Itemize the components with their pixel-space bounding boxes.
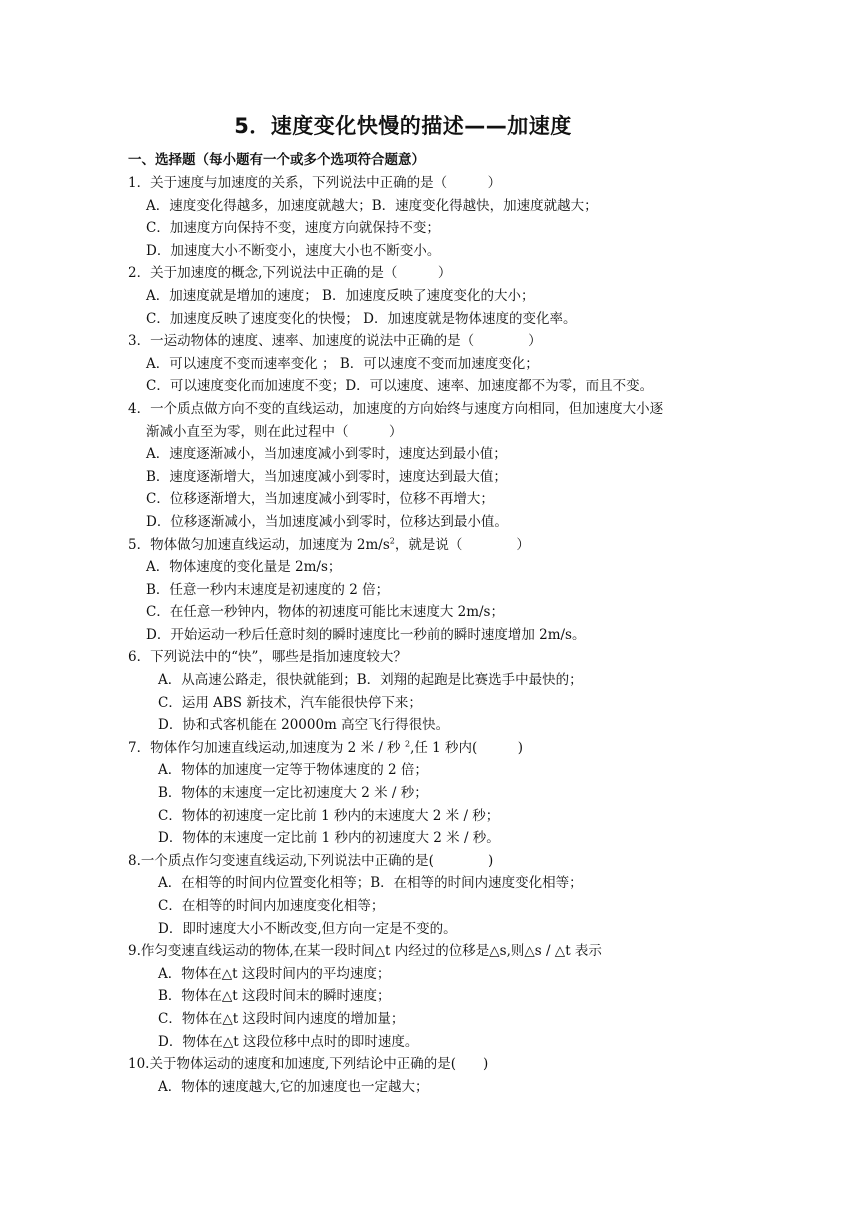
option-line: D．开始运动一秒后任意时刻的瞬时速度比一秒前的瞬时速度增加 2m/s。 <box>146 626 586 643</box>
question-stem: 10.关于物体运动的速度和加速度,下列结论中正确的是( ) <box>128 1056 489 1073</box>
option-line: A．物体速度的变化量是 2m/s； <box>146 559 342 576</box>
question-list <box>128 172 768 1098</box>
option-line: B．物体的末速度一定比初速度大 2 米 / 秒； <box>158 785 428 802</box>
question-stem: 4．一个质点做方向不变的直线运动，加速度的方向始终与速度方向相同，但加速度大小逐 <box>128 400 664 417</box>
option-line: B．速度逐渐增大，当加速度减小到零时，速度达到最大值； <box>146 468 507 485</box>
option-line: C．加速度方向保持不变，速度方向就保持不变； <box>146 220 440 237</box>
option-line: A．在相等的时间内位置变化相等；B．在相等的时间内速度变化相等； <box>158 875 583 892</box>
option-line: B．任意一秒内末速度是初速度的 2 倍； <box>146 581 390 598</box>
question-stem <box>128 737 768 760</box>
option-line: A．物体在△t 这段时间内的平均速度； <box>158 965 391 982</box>
question-stem: 1．关于速度与加速度的关系，下列说法中正确的是（ ） <box>128 175 502 191</box>
option-line: D．位移逐渐减小，当加速度减小到零时，位移达到最小值。 <box>146 513 508 530</box>
question-stem: 8.一个质点作匀变速直线运动,下列说法中正确的是( ) <box>128 852 494 869</box>
exponent: 2 <box>404 739 411 749</box>
question-7 <box>128 737 768 850</box>
question-10 <box>128 1053 768 1098</box>
question-4 <box>128 398 768 534</box>
stem-text: ,任 1 秒内( ) <box>410 739 524 756</box>
option-line: D．协和式客机能在 20000m 高空飞行得很快。 <box>158 717 450 734</box>
option-line: C．在任意一秒钟内，物体的初速度可能比末速度大 2m/s； <box>146 604 504 621</box>
document-title: 5．速度变化快慢的描述——加速度 <box>234 114 572 138</box>
option-line: A．物体的加速度一定等于物体速度的 2 倍； <box>158 762 428 779</box>
option-line: D．加速度大小不断变小，速度大小也不断变小。 <box>146 242 441 259</box>
exponent: 2 <box>389 536 395 545</box>
option-line: C．可以速度变化而加速度不变；D．可以速度、速率、加速度都不为零，而且不变。 <box>146 378 654 395</box>
option-line: C．运用 ABS 新技术，汽车能很快停下来； <box>158 694 422 711</box>
question-stem: 9.作匀变速直线运动的物体,在某一段时间△t 内经过的位移是△s,则△s / △t 表示 <box>128 943 602 960</box>
option-line: A．可以速度不变而速率变化 ； B．可以速度不变而加速度变化； <box>146 355 539 372</box>
option-line: A．从高速公路走，很快就能到；B．刘翔的起跑是比赛选手中最快的； <box>158 672 583 689</box>
option-line: A．物体的速度越大,它的加速度也一定越大； <box>158 1078 429 1095</box>
option-line: B．物体在△t 这段时间末的瞬时速度； <box>158 988 391 1005</box>
option-line: C．位移逐渐增大，当加速度减小到零时，位移不再增大； <box>146 491 494 508</box>
question-stem: 6．下列说法中的“快”，哪些是指加速度较大？ <box>128 649 407 666</box>
question-6 <box>128 646 768 736</box>
question-stem <box>128 534 768 557</box>
question-1 <box>128 172 768 262</box>
option-line: D．物体在△t 这段位移中点时的即时速度。 <box>158 1033 419 1050</box>
stem-text: 7．物体作匀加速直线运动,加速度为 2 米 / 秒 <box>128 739 405 756</box>
question-3 <box>128 330 768 398</box>
section-heading: 一、选择题（每小题有一个或多个选项符合题意） <box>128 152 425 168</box>
question-stem-continued: 渐减小直至为零，则在此过程中（ ） <box>146 423 403 440</box>
option-line: A．速度逐渐减小，当加速度减小到零时，速度达到最小值； <box>146 446 507 463</box>
option-line: C．物体的初速度一定比前 1 秒内的末速度大 2 米 / 秒； <box>158 807 500 824</box>
stem-text: 5．物体做匀加速直线运动，加速度为 2m/s <box>128 536 390 553</box>
option-line: C．在相等的时间内加速度变化相等； <box>158 898 385 914</box>
option-line: A．速度变化得越多，加速度就越大；B．速度变化得越快，加速度就越大； <box>146 197 598 214</box>
question-5 <box>128 534 768 647</box>
option-line: A．加速度就是增加的速度； B．加速度反映了速度变化的大小； <box>146 287 535 304</box>
question-8 <box>128 850 768 940</box>
option-line: D．即时速度大小不断改变,但方向一定是不变的。 <box>158 920 457 937</box>
question-stem: 3．一运动物体的速度、速率、加速度的说法中正确的是（ ） <box>128 333 542 350</box>
question-2 <box>128 262 768 330</box>
question-9 <box>128 940 768 1053</box>
option-line: D．物体的末速度一定比前 1 秒内的初速度大 2 米 / 秒。 <box>158 830 500 847</box>
option-line: C．加速度反映了速度变化的快慢； D．加速度就是物体速度的变化率。 <box>146 310 577 327</box>
option-line: C．物体在△t 这段时间内速度的增加量； <box>158 1010 405 1027</box>
question-stem: 2．关于加速度的概念,下列说法中正确的是（ ） <box>128 265 452 282</box>
stem-text: ，就是说（ ） <box>394 536 530 553</box>
